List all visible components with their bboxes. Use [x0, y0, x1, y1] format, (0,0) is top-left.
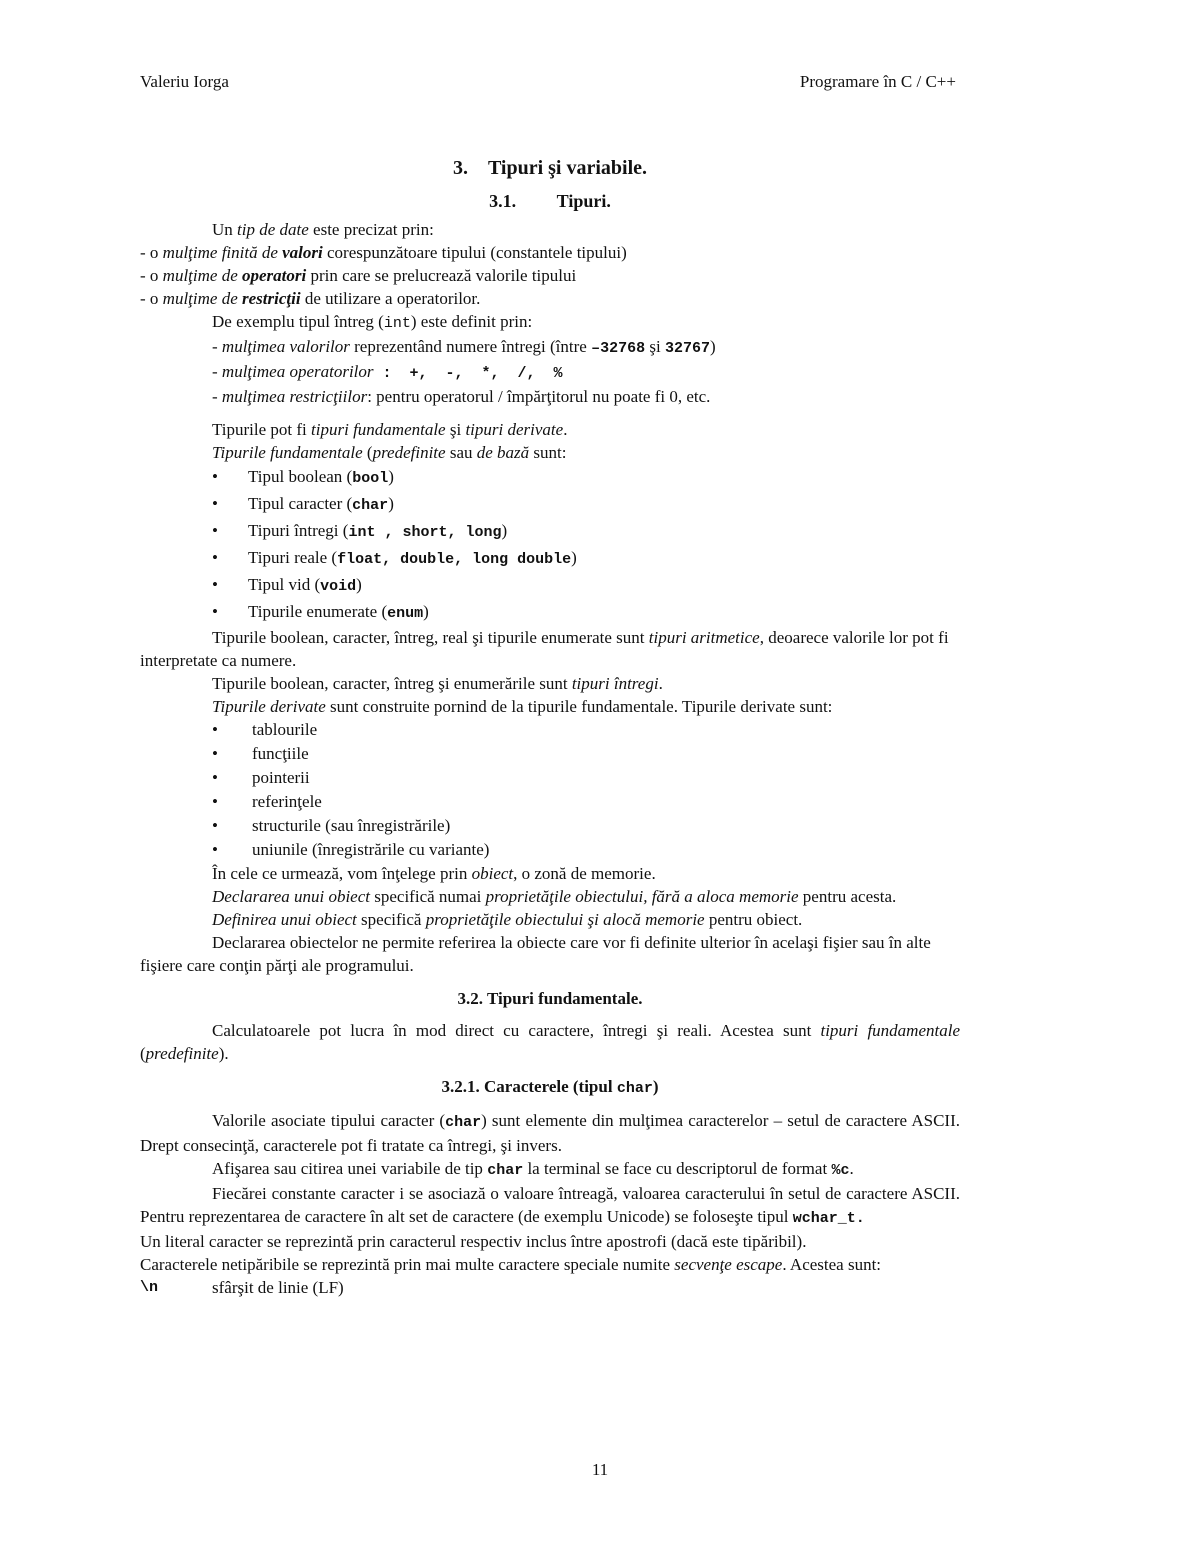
list-item: • funcţiile: [212, 744, 309, 763]
type-kinds-paragraph: Tipurile pot fi tipuri fundamentale şi tipuri derivate.: [212, 420, 568, 439]
section-3-heading: 3. Tipuri şi variabile.: [452, 157, 648, 179]
integer-types-paragraph: Tipurile boolean, caracter, întreg şi enumerările sunt tipuri întregi.: [212, 674, 663, 693]
section-3-2-heading: 3.2. Tipuri fundamentale.: [457, 989, 643, 1008]
definition-operators: - o mulţime de operatori prin care se prelucrează valorile tipului: [140, 266, 577, 285]
char-display-paragraph: Afişarea sau citirea unei variabile de tip char la terminal se face cu descriptorul de format %c.: [212, 1159, 854, 1179]
declaration-purpose-paragraph: Declararea obiectelor ne permite referirea la obiecte care vor fi definite ulterior în acelaşi fişier sau în alte fişiere care conţin părţi ale programului.: [140, 933, 931, 975]
example-operators: - mulţimea operatorilor : +, -, *, /, %: [212, 362, 563, 382]
page-content: [140, 154, 960, 1299]
list-item: • Tipul vid (void): [212, 575, 362, 595]
definition-paragraph: Definirea unui obiect specifică proprietăţile obiectului şi alocă memorie pentru obiect.: [212, 910, 803, 929]
list-item: • pointerii: [212, 768, 310, 787]
char-literal-paragraph: Un literal caracter se reprezintă prin caracterul respectiv inclus între apostrofi (dacă este tipăribil).: [140, 1232, 807, 1251]
list-item: • Tipul caracter (char): [212, 494, 394, 514]
fundamental-types-intro: Tipurile fundamentale (predefinite sau de bază sunt:: [212, 443, 567, 462]
list-item: • Tipurile enumerate (enum): [212, 602, 429, 622]
example-paragraph: De exemplu tipul întreg (int) este definit prin:: [212, 312, 533, 332]
arithmetic-types-paragraph: Tipurile boolean, caracter, întreg, real şi tipurile enumerate sunt tipuri aritmetice, deoarece valorile lor pot fi interpretate ca numere.: [140, 628, 949, 670]
example-restrictions: - mulţimea restricţiilor: pentru operatorul / împărţitorul nu poate fi 0, etc.: [212, 387, 711, 406]
page-number: 11: [591, 1460, 609, 1479]
char-value-paragraph: Fiecărei constante caracter i se asociază o valoare întreagă, valoarea caracterului în setul de caractere ASCII. Pentru reprezentarea de caractere în alt set de caractere (de exemplu Unicode) se foloseşte tipul wchar_t.: [140, 1184, 960, 1227]
section-3-1-heading: 3.1. Tipuri.: [489, 191, 611, 211]
header-book-title: Programare în C / C++: [799, 72, 956, 91]
declaration-paragraph: Declararea unui obiect specifică numai proprietăţile obiectului, fără a aloca memorie pentru acesta.: [212, 887, 897, 906]
list-item: • Tipul boolean (bool): [212, 467, 394, 487]
derived-types-list: [140, 718, 960, 862]
definition-values: - o mulţime finită de valori corespunzătoare tipului (constantele tipului): [140, 243, 627, 262]
list-item: • referinţele: [212, 792, 322, 811]
list-item: • uniunile (înregistrările cu variante): [212, 840, 490, 859]
header-author: Valeriu Iorga: [140, 72, 229, 91]
example-values: - mulţimea valorilor reprezentând numere întregi (între –32768 şi 32767): [212, 337, 716, 357]
list-item: • Tipuri reale (float, double, long double): [212, 548, 577, 568]
list-item: • structurile (sau înregistrările): [212, 816, 451, 835]
list-item: • Tipuri întregi (int , short, long): [212, 521, 508, 541]
derived-types-intro: Tipurile derivate sunt construite pornind de la tipurile fundamentale. Tipurile derivate sunt:: [212, 697, 833, 716]
definition-restrictions: - o mulţime de restricţii de utilizare a operatorilor.: [140, 289, 481, 308]
char-values-paragraph: Valorile asociate tipului caracter (char) sunt elemente din mulţimea caracterelor – setul de caractere ASCII. Drept consecinţă, caracterele pot fi tratate ca întregi, şi invers.: [140, 1111, 960, 1155]
fundamental-types-list: [140, 464, 960, 626]
escape-sequence-row: \n sfârşit de linie (LF): [140, 1278, 344, 1297]
computers-paragraph: Calculatoarele pot lucra în mod direct cu caractere, întregi şi reali. Acestea sunt tipuri fundamentale (predefinite).: [140, 1021, 960, 1063]
escape-intro-paragraph: Caracterele netipăribile se reprezintă prin mai multe caractere speciale numite secvenţe escape. Acestea sunt:: [140, 1255, 882, 1274]
intro-paragraph: Un tip de date este precizat prin:: [212, 220, 434, 239]
section-3-2-1-heading: 3.2.1. Caracterele (tipul char): [441, 1077, 659, 1097]
object-paragraph: În cele ce urmează, vom înţelege prin obiect, o zonă de memorie.: [212, 864, 656, 883]
list-item: • tablourile: [212, 720, 318, 739]
